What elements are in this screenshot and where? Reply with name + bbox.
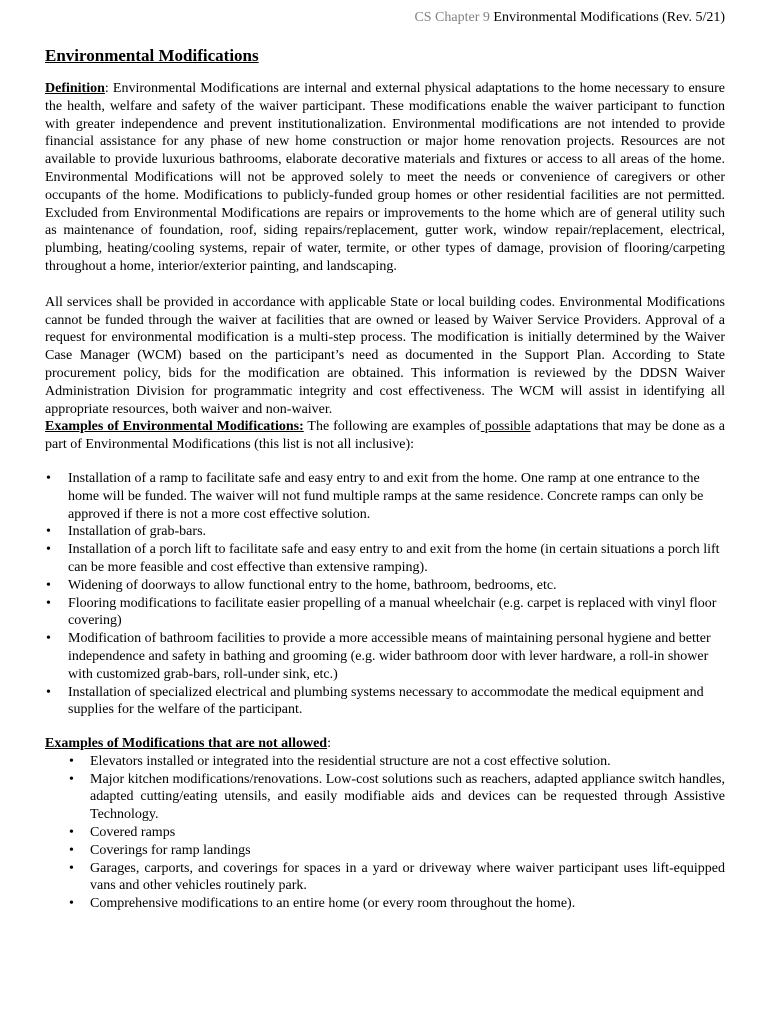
list-item: • Widening of doorways to allow functional entry to the home, bathroom, bedrooms, etc. [45, 577, 725, 595]
services-paragraph: All services shall be provided in accordance with applicable State or local building codes. Environmental Modifications cannot be funded through the waiver at facilities that are owned or leased by Waiver Service Providers. Approval of a request for environmental modification is a multi-step process. The modification is initially determined by the Waiver Case Manager (WCM) based on the participant’s need as documented in the Support Plan. According to State procurement policy, bids for the modification are obtained. This information is reviewed by the DDSN Waiver Administration Division for programmatic integrity and cost effectiveness. The WCM will assist in identifying all appropriate resources, both waiver and non-waiver. [45, 294, 725, 417]
list-item: • Installation of a ramp to facilitate safe and easy entry to and exit from the home. One ramp at one entrance to the home will be funded. The waiver will not fund multiple ramps at the same residence. Concrete ramps can only be approved if there is not a more cost effective solution. [45, 470, 725, 523]
list-item: • Garages, carports, and coverings for spaces in a yard or driveway where waiver participant uses lift-equipped vans and other vehicles routinely park. [45, 860, 725, 896]
not-allowed-label: Examples of Modifications that are not allowed [45, 736, 328, 752]
list-item: • Comprehensive modifications to an entire home (or every room throughout the home). [45, 895, 725, 913]
not-allowed-list [45, 753, 725, 913]
page-title: Environmental Modifications [45, 46, 259, 65]
examples-label: Examples of Environmental Modifications: [45, 419, 304, 435]
list-item: • Covered ramps [45, 824, 725, 842]
examples-intro [45, 418, 725, 454]
list-item: • Coverings for ramp landings [45, 842, 725, 860]
definition-label: Definition [45, 81, 105, 96]
allowed-examples-list [45, 470, 725, 719]
examples-possible: possible [480, 419, 531, 435]
page-header [414, 9, 725, 27]
examples-text-before: The following are examples of [303, 419, 481, 435]
header-chapter: CS Chapter 9 [414, 10, 490, 25]
definition-paragraph [45, 80, 725, 276]
list-item: • Installation of a porch lift to facilitate safe and easy entry to and exit from the home (in certain situations a porch lift can be more feasible and cost effective than extensive ramping). [45, 541, 725, 577]
list-item: • Flooring modifications to facilitate easier propelling of a manual wheelchair (e.g. carpet is replaced with vinyl floor covering) [45, 595, 725, 631]
list-item: • Elevators installed or integrated into the residential structure are not a cost effective solution. [45, 753, 725, 771]
not-allowed-colon: : [327, 736, 331, 752]
definition-text: : Environmental Modifications are internal and external physical adaptations to the home necessary to ensure the health, welfare and safety of the waiver participant. These modifications enable the waiver participant to function with greater independence and prevent institutionalization. Environmental modifications are not intended to provide financial assistance for any phase of new home construction or major home renovation projects. Resources are not available to provide luxurious bathrooms, elaborate decorative materials and fixtures or access to all areas of the home. Environmental Modifications will not be approved solely to meet the needs or convenience of caregivers or other occupants of the home. Modifications to publicly-funded group homes or other residential facilities are not permitted. Excluded from Environmental Modifications are repairs or improvements to the home which are of general utility such as maintenance of foundation, roof, siding repairs/replacement, gutter work, window repair/replacement, electrical, plumbing, heating/cooling systems, repair of water, termite, or other types of damage, provision of flooring/carpeting throughout a home, interior/exterior painting, and landscaping. [45, 81, 725, 274]
list-item: • Major kitchen modifications/renovations. Low-cost solutions such as reachers, adapted appliance switch handles, adapted cutting/eating utensils, and easily modifiable aids and devices can be requested through Assistive Technology. [45, 771, 725, 824]
document-body [45, 46, 725, 913]
list-item: • Installation of specialized electrical and plumbing systems necessary to accommodate the medical equipment and supplies for the welfare of the participant. [45, 684, 725, 720]
header-doc-title: Environmental Modifications (Rev. 5/21) [493, 10, 725, 25]
not-allowed-heading [45, 735, 725, 753]
list-item: • Installation of grab-bars. [45, 523, 725, 541]
list-item: • Modification of bathroom facilities to provide a more accessible means of maintaining personal hygiene and better independence and safety in bathing and grooming (e.g. wider bathroom door with lever hardware, a roll-in shower with customized grab-bars, roll-under sink, etc.) [45, 630, 725, 683]
examples-text-after: adaptations that may be done as a part of Environmental Modifications (this list is not all inclusive): [45, 419, 726, 453]
